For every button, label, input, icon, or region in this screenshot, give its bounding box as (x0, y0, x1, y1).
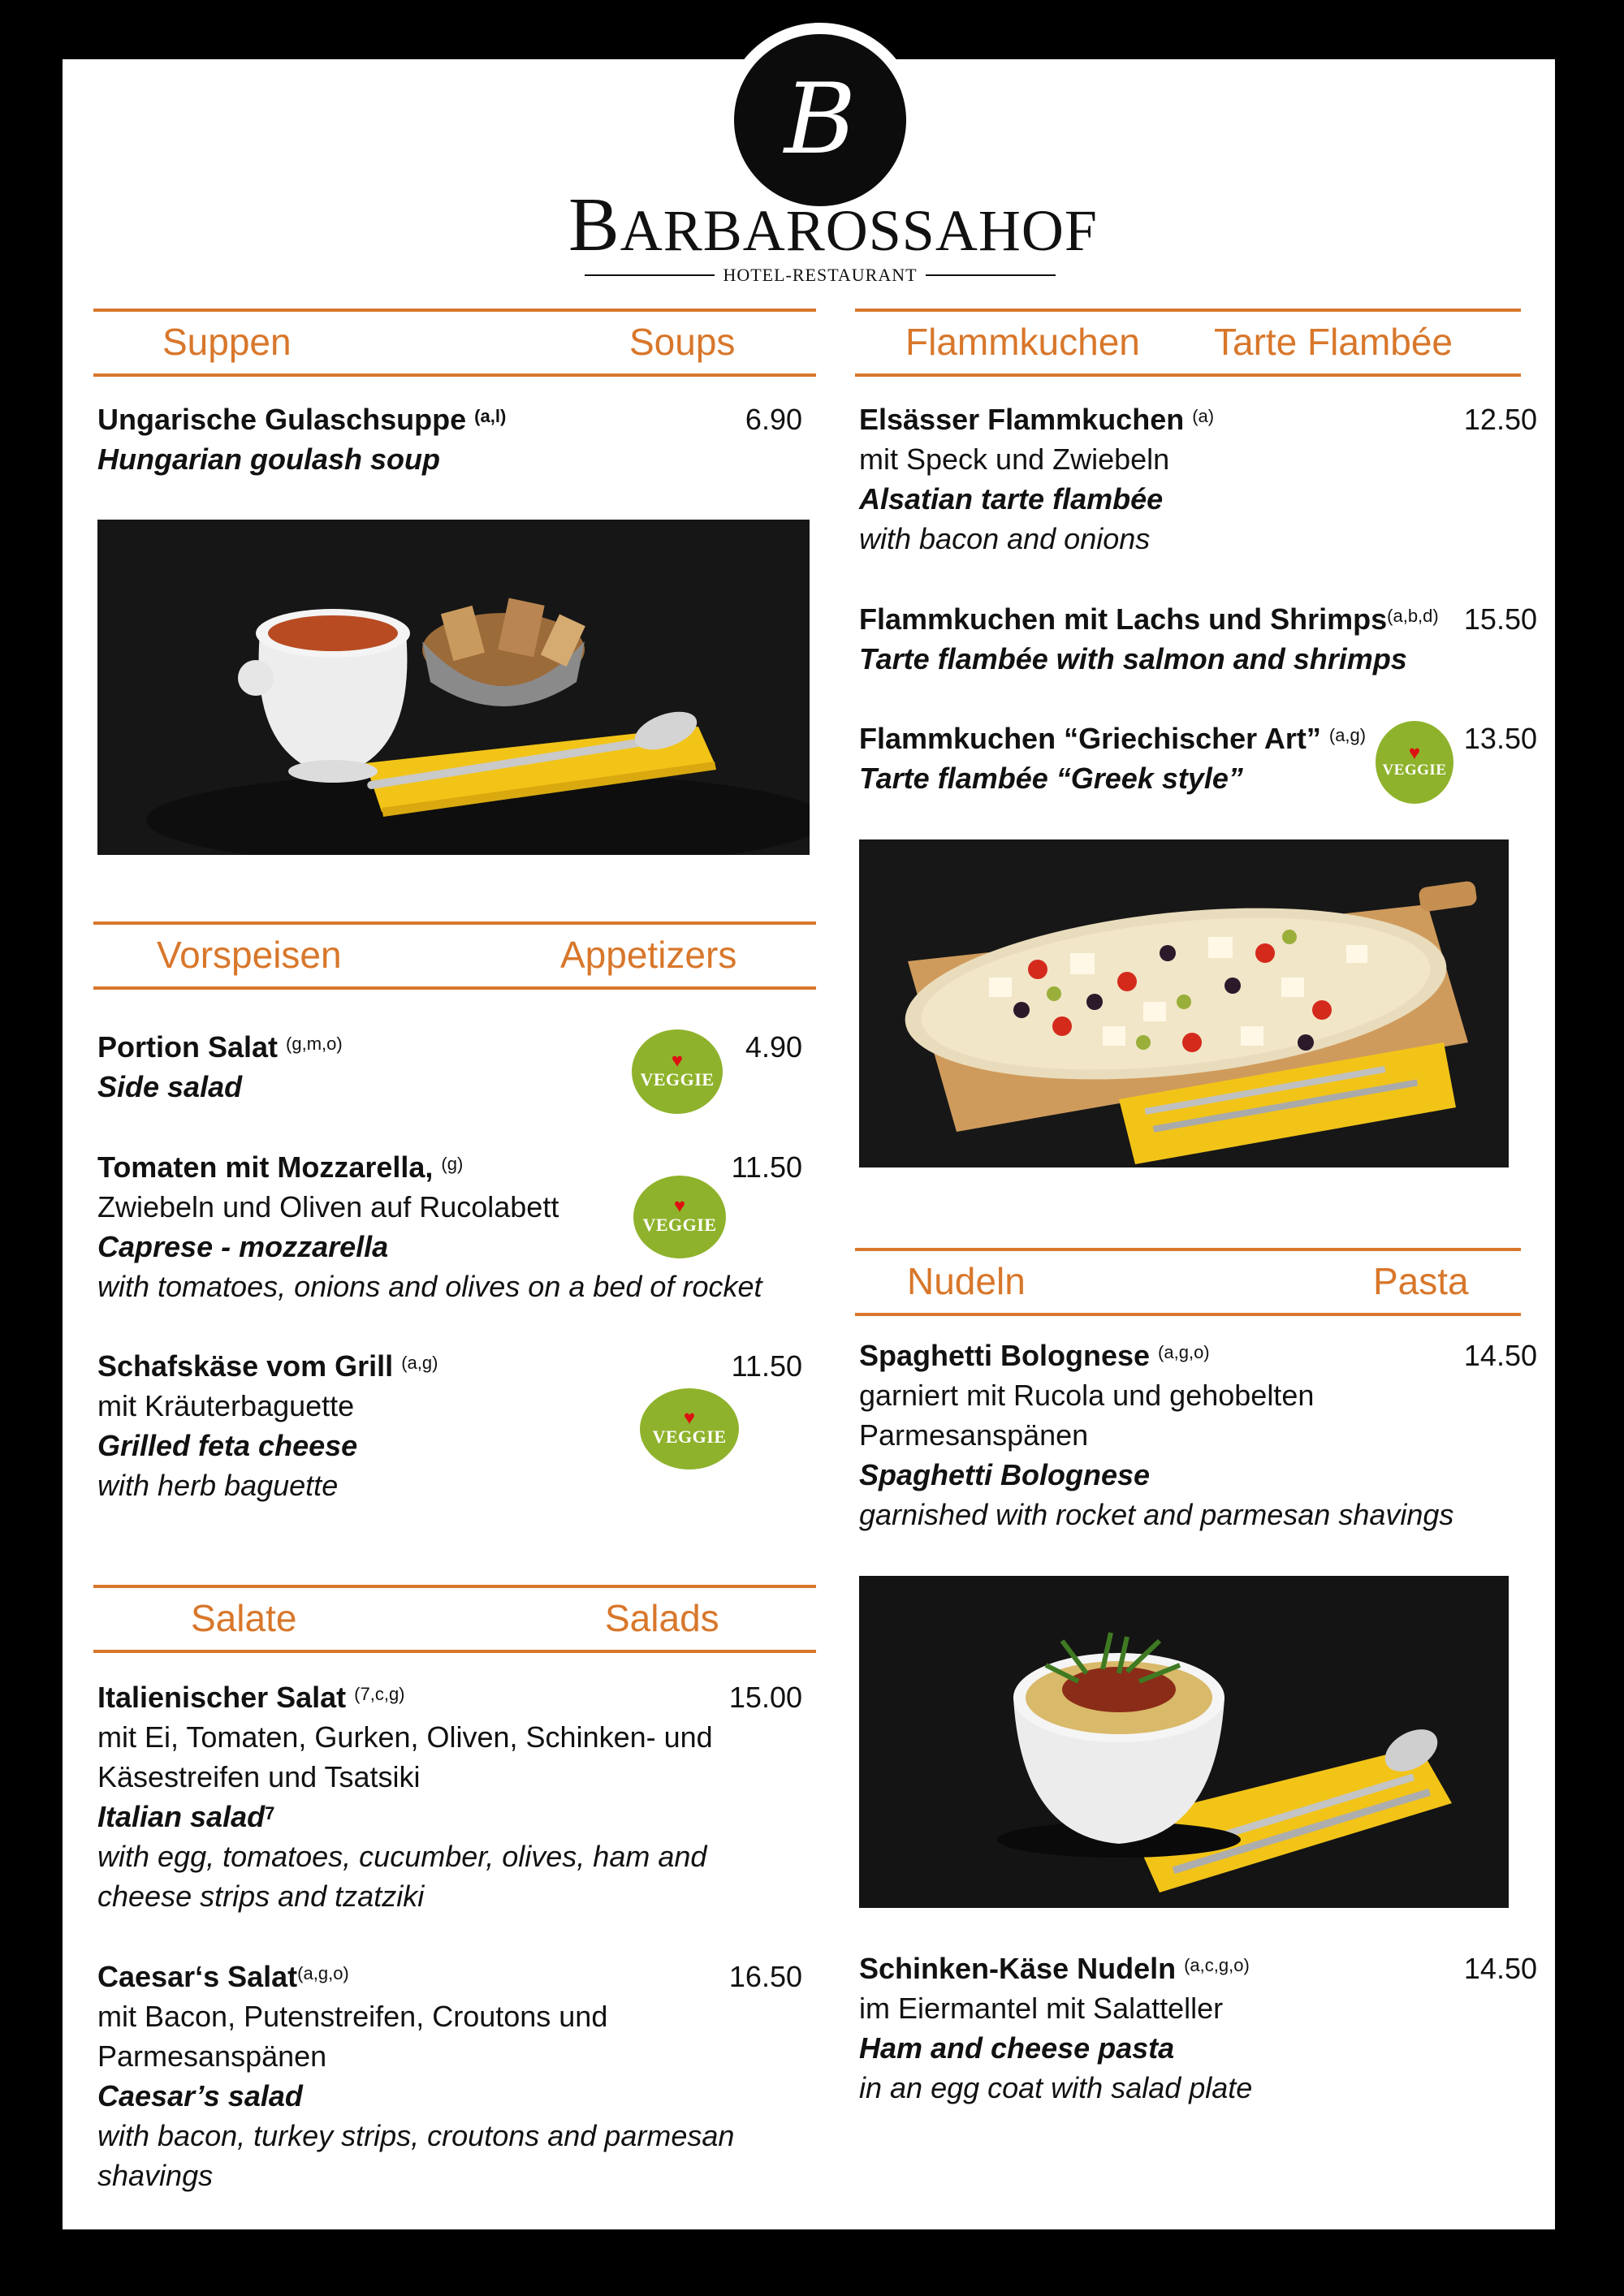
price: 11.50 (731, 1150, 802, 1184)
heart-icon: ♥ (1408, 742, 1421, 764)
section-tarte-flambee (855, 309, 1521, 377)
veggie-badge: ♥ VEGGIE (632, 1029, 723, 1114)
menu-item-bolognese: Spaghetti Bolognese $^{(a,g,o)}$ garniert mit Rucola und gehobelten Parmesanspänen Spaghetti Bolognese garnished with rocket and parmesan shavings (859, 1339, 1454, 1531)
pasta-photo (859, 1576, 1509, 1908)
section-title-de: Salate (191, 1597, 297, 1639)
veggie-badge: ♥ VEGGIE (633, 1176, 726, 1258)
section-title-en: Tarte Flambée (1214, 321, 1453, 363)
menu-item-griechisch: Flammkuchen “Griechischer Art” $^{(a,g)}$ Tarte flambée “Greek style” (859, 722, 1367, 795)
menu-item-schinken: Schinken-Käse Nudeln $^{(a,c,g,o)}$ im Eiermantel mit Salatteller Ham and cheese pasta in an egg coat with salad plate (859, 1952, 1253, 2104)
section-title-de: Flammkuchen (905, 321, 1140, 363)
price: 4.90 (745, 1030, 802, 1064)
section-title-en: Salads (605, 1597, 719, 1639)
section-title-en: Appetizers (560, 934, 737, 976)
menu-item-schafskaese: Schafskäse vom Grill $^{(a,g)}$ mit Kräuterbaguette Grilled feta cheese with herb baguette (97, 1349, 438, 1502)
veggie-badge: ♥ VEGGIE (1376, 721, 1453, 804)
menu-item-italienisch: Italienischer Salat $^{(7,c,g)}$ mit Ei, Tomaten, Gurken, Oliven, Schinken- und Käsestreifen und Tsatsiki Italian salad$^7$ with egg, tomatoes, cucumber, olives, ham and cheese strips and tzatziki (97, 1681, 713, 1913)
section-soups (93, 309, 816, 377)
price: 14.50 (1463, 1339, 1537, 1372)
price: 12.50 (1463, 403, 1537, 436)
section-title-en: Pasta (1373, 1260, 1469, 1302)
logo-monogram (734, 34, 906, 206)
menu-item-elsaesser: Elsässer Flammkuchen $^{(a)}$ mit Speck und Zwiebeln Alsatian tarte flambée with bacon and onions (859, 403, 1215, 555)
price: 16.50 (728, 1960, 802, 1993)
menu-item-tomaten: Tomaten mit Mozzarella, $^{(g)}$ Zwiebeln und Oliven auf Rucolabett Caprese - mozzarella with tomatoes, onions and olives on a bed of rocket (97, 1150, 762, 1303)
heart-icon: ♥ (683, 1407, 696, 1429)
divider-line (926, 274, 1056, 276)
veggie-badge: ♥ VEGGIE (640, 1388, 739, 1470)
heart-icon: ♥ (671, 1050, 684, 1072)
price: 13.50 (1463, 722, 1537, 755)
tarte-flambee-photo (859, 839, 1509, 1167)
section-salads (93, 1585, 816, 1653)
brand-name: BARBAROSSAHOF (568, 183, 1098, 267)
brand-subtitle: HOTEL-RESTAURANT (577, 263, 1064, 287)
section-pasta (855, 1248, 1521, 1316)
section-title-de: Suppen (162, 321, 292, 363)
menu-item-portion-salat: Portion Salat $^{(g,m,o)}$ Side salad (97, 1030, 343, 1103)
section-appetizers (93, 921, 816, 990)
section-title-en: Soups (629, 321, 736, 363)
price: 6.90 (745, 403, 802, 436)
soup-photo (97, 520, 810, 855)
divider-line (585, 274, 715, 276)
menu-item-gulasch: Ungarische Gulaschsuppe $^{(a,l)}$ Hungarian goulash soup (97, 403, 507, 476)
menu-item-lachs: Flammkuchen mit Lachs und Shrimps$^{(a,b,d)}$ Tarte flambée with salmon and shrimps (859, 602, 1439, 675)
price: 11.50 (731, 1349, 802, 1383)
section-title-de: Nudeln (907, 1260, 1026, 1302)
menu-item-caesar: Caesar‘s Salat$^{(a,g,o)}$ mit Bacon, Putenstreifen, Croutons und Parmesanspänen Caesar’s salad with bacon, turkey strips, croutons and parmesan shavings (97, 1960, 735, 2192)
price: 14.50 (1463, 1952, 1537, 1985)
price: 15.50 (1463, 602, 1537, 636)
monogram-letter: B (784, 63, 857, 176)
section-title-de: Vorspeisen (157, 934, 342, 976)
heart-icon: ♥ (673, 1195, 686, 1217)
price: 15.00 (728, 1681, 802, 1714)
